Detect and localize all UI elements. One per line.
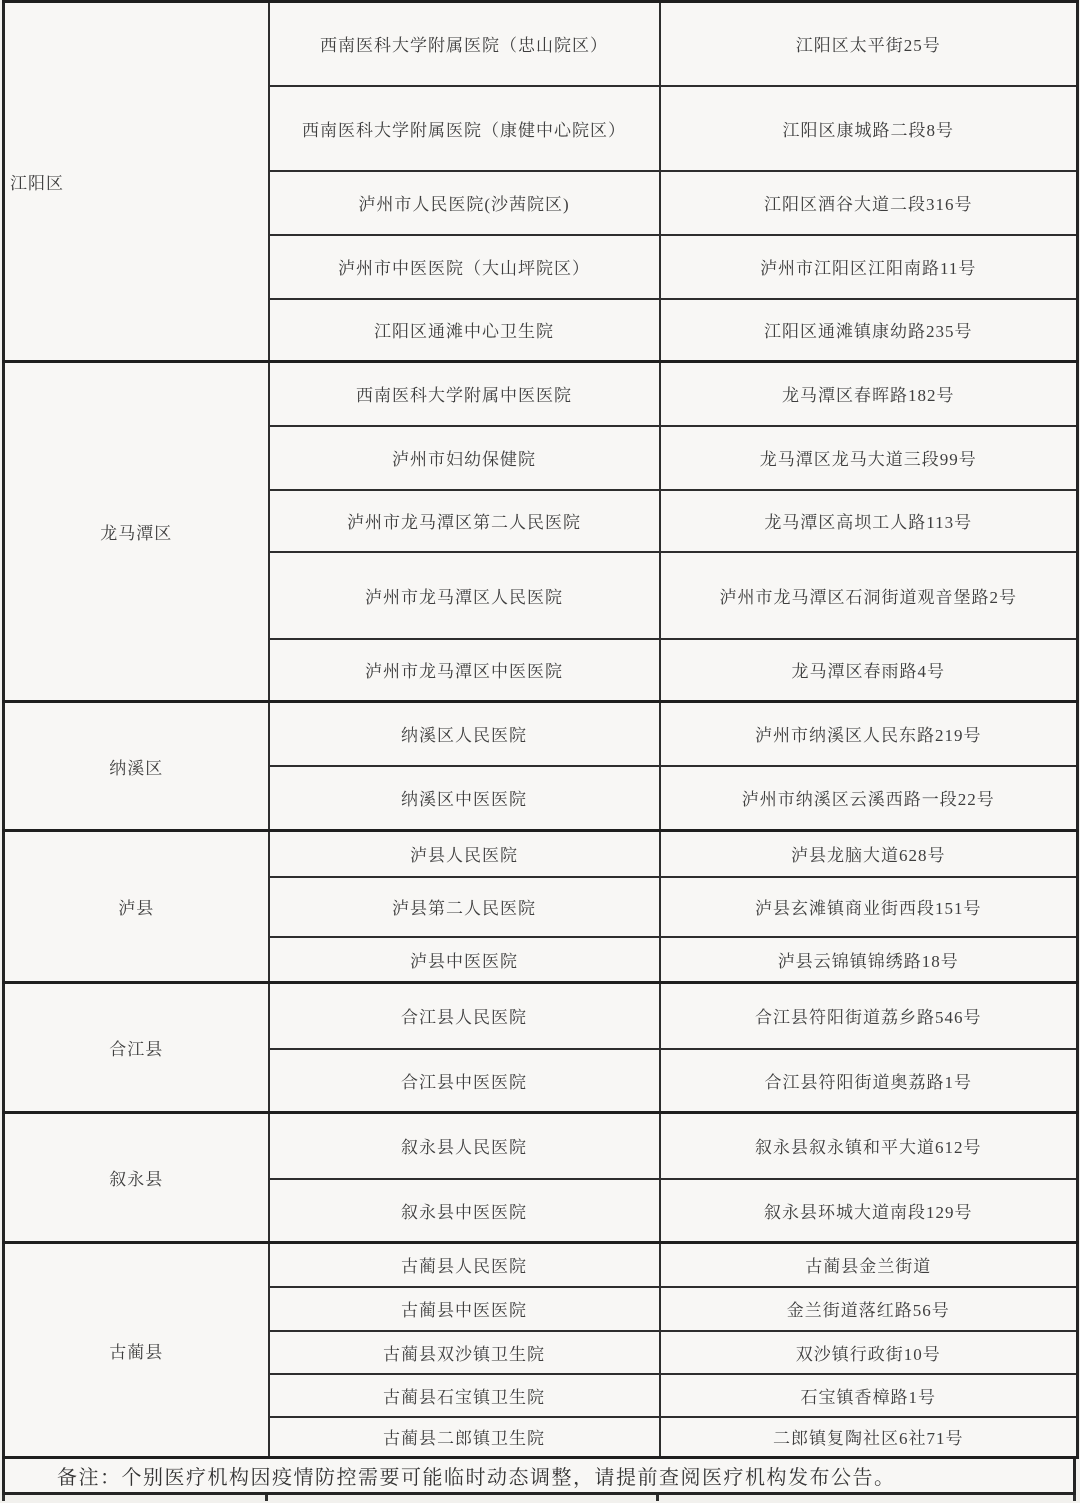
table-row — [4, 1243, 1078, 1287]
hospital-cell: 泸州市龙马潭区第二人民医院 — [269, 490, 660, 552]
address-cell: 龙马潭区春晖路182号 — [660, 362, 1078, 426]
hospital-cell: 西南医科大学附属中医医院 — [269, 362, 660, 426]
hospital-cell: 西南医科大学附属医院（忠山院区） — [269, 2, 660, 86]
address-cell: 石宝镇香樟路1号 — [660, 1374, 1078, 1417]
address-cell: 江阳区康城路二段8号 — [660, 86, 1078, 171]
address-cell: 泸县龙脑大道628号 — [660, 831, 1078, 877]
hospital-cell: 古蔺县石宝镇卫生院 — [269, 1374, 660, 1417]
hospital-cell: 泸州市妇幼保健院 — [269, 426, 660, 490]
district-section — [4, 702, 1078, 831]
district-cell: 合江县 — [4, 983, 269, 1113]
table-bottom-crop — [2, 1495, 1076, 1501]
hospital-cell: 泸县第二人民医院 — [269, 877, 660, 937]
address-cell: 金兰街道落红路56号 — [660, 1287, 1078, 1331]
border-stub — [2, 1495, 5, 1501]
address-cell: 江阳区酒谷大道二段316号 — [660, 171, 1078, 235]
district-cell: 纳溪区 — [4, 702, 269, 831]
address-cell: 龙马潭区龙马大道三段99号 — [660, 426, 1078, 490]
border-stub — [265, 1495, 268, 1501]
district-section — [4, 1113, 1078, 1243]
table-row — [4, 362, 1078, 426]
hospital-cell: 古蔺县二郎镇卫生院 — [269, 1417, 660, 1458]
hospital-cell: 泸州市龙马潭区人民医院 — [269, 552, 660, 639]
address-cell: 龙马潭区春雨路4号 — [660, 639, 1078, 702]
hospital-cell: 古蔺县双沙镇卫生院 — [269, 1331, 660, 1374]
hospital-cell: 泸州市人民医院(沙茜院区) — [269, 171, 660, 235]
district-cell: 江阳区 — [4, 2, 269, 362]
address-cell: 泸州市龙马潭区石洞街道观音堡路2号 — [660, 552, 1078, 639]
hospital-cell: 西南医科大学附属医院（康健中心院区） — [269, 86, 660, 171]
address-cell: 叙永县叙永镇和平大道612号 — [660, 1113, 1078, 1179]
hospital-cell: 古蔺县人民医院 — [269, 1243, 660, 1287]
address-cell: 泸州市纳溪区云溪西路一段22号 — [660, 766, 1078, 831]
district-section — [4, 2, 1078, 362]
district-cell: 龙马潭区 — [4, 362, 269, 702]
address-cell: 江阳区通滩镇康幼路235号 — [660, 299, 1078, 362]
district-cell: 泸县 — [4, 831, 269, 983]
hospital-cell: 叙永县人民医院 — [269, 1113, 660, 1179]
hospital-cell: 泸县人民医院 — [269, 831, 660, 877]
address-cell: 龙马潭区高坝工人路113号 — [660, 490, 1078, 552]
address-cell: 泸州市江阳区江阳南路11号 — [660, 235, 1078, 299]
table-row — [4, 1113, 1078, 1179]
border-stub — [1073, 1495, 1076, 1501]
district-section — [4, 831, 1078, 983]
address-cell: 古蔺县金兰街道 — [660, 1243, 1078, 1287]
district-cell: 叙永县 — [4, 1113, 269, 1243]
note-text: 备注：个别医疗机构因疫情防控需要可能临时动态调整，请提前查阅医疗机构发布公告。 — [57, 1467, 896, 1489]
table-row — [4, 702, 1078, 766]
border-stub — [656, 1495, 659, 1501]
address-cell: 泸县云锦镇锦绣路18号 — [660, 937, 1078, 983]
hospital-cell: 叙永县中医医院 — [269, 1179, 660, 1243]
hospital-cell: 泸州市中医医院（大山坪院区） — [269, 235, 660, 299]
table-row — [4, 2, 1078, 86]
table-row — [4, 983, 1078, 1049]
note-row — [2, 1459, 1076, 1495]
hospital-cell: 泸州市龙马潭区中医医院 — [269, 639, 660, 702]
district-cell: 古蔺县 — [4, 1243, 269, 1458]
hospital-cell: 古蔺县中医医院 — [269, 1287, 660, 1331]
hospital-table — [2, 0, 1079, 1459]
hospital-cell: 泸县中医医院 — [269, 937, 660, 983]
address-cell: 泸县玄滩镇商业街西段151号 — [660, 877, 1078, 937]
address-cell: 合江县符阳街道荔乡路546号 — [660, 983, 1078, 1049]
address-cell: 江阳区太平街25号 — [660, 2, 1078, 86]
hospital-cell: 合江县人民医院 — [269, 983, 660, 1049]
address-cell: 合江县符阳街道奥荔路1号 — [660, 1049, 1078, 1113]
hospital-cell: 纳溪区中医医院 — [269, 766, 660, 831]
address-cell: 泸州市纳溪区人民东路219号 — [660, 702, 1078, 766]
address-cell: 双沙镇行政街10号 — [660, 1331, 1078, 1374]
hospital-cell: 合江县中医医院 — [269, 1049, 660, 1113]
table-row — [4, 831, 1078, 877]
district-section — [4, 362, 1078, 702]
address-cell: 二郎镇复陶社区6社71号 — [660, 1417, 1078, 1458]
district-section — [4, 1243, 1078, 1458]
address-cell: 叙永县环城大道南段129号 — [660, 1179, 1078, 1243]
hospital-cell: 纳溪区人民医院 — [269, 702, 660, 766]
hospital-cell: 江阳区通滩中心卫生院 — [269, 299, 660, 362]
district-section — [4, 983, 1078, 1113]
